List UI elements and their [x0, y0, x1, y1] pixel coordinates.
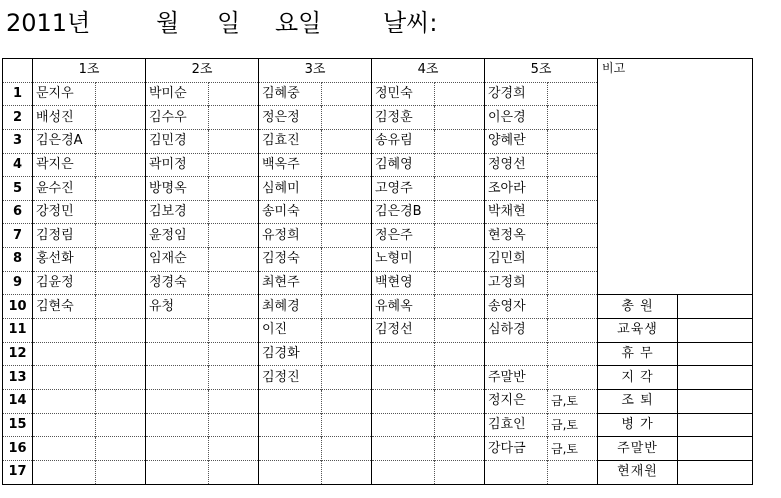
- title-weather: 날씨:: [383, 9, 438, 37]
- member-name: 박미순: [146, 82, 209, 106]
- table-row: [3, 460, 753, 484]
- summary-value[interactable]: [678, 319, 753, 343]
- member-name: 강정민: [33, 200, 96, 224]
- summary-value[interactable]: [678, 342, 753, 366]
- member-name: 정은주: [372, 224, 435, 248]
- member-name: 김은경A: [33, 129, 96, 153]
- member-name: 김경화: [259, 342, 322, 366]
- row-number: 5: [3, 177, 33, 201]
- weekend-member-days: 금,토: [548, 413, 598, 437]
- header-corner: [3, 59, 33, 83]
- member-name: 김수우: [146, 106, 209, 130]
- member-name: 최현주: [259, 271, 322, 295]
- member-name: 유혜옥: [372, 295, 435, 319]
- member-name: 정은정: [259, 106, 322, 130]
- weekend-member-name: 강다금: [485, 437, 548, 461]
- summary-label: 현재원: [598, 460, 678, 484]
- member-name: 김정림: [33, 224, 96, 248]
- row-number: 10: [3, 295, 33, 319]
- row-number: 2: [3, 106, 33, 130]
- table-row: [3, 319, 753, 343]
- member-name: 김정선: [372, 319, 435, 343]
- table-row: [3, 366, 753, 390]
- member-name: 이진: [259, 319, 322, 343]
- row-number: 3: [3, 129, 33, 153]
- member-name: 정영선: [485, 153, 548, 177]
- member-name: 김혜영: [372, 153, 435, 177]
- member-name: 송미숙: [259, 200, 322, 224]
- summary-label: 총 원: [598, 295, 678, 319]
- member-name: 임재순: [146, 248, 209, 272]
- weekend-member-name: 김효인: [485, 413, 548, 437]
- member-name: 곽지은: [33, 153, 96, 177]
- table-row: [3, 437, 753, 461]
- member-name: 김효진: [259, 129, 322, 153]
- summary-value[interactable]: [678, 460, 753, 484]
- weekend-label: 주말반: [485, 366, 548, 390]
- summary-label: 조 퇴: [598, 389, 678, 413]
- row-number: 7: [3, 224, 33, 248]
- summary-label: 병 가: [598, 413, 678, 437]
- member-name: 백옥주: [259, 153, 322, 177]
- sheet-title: [0, 0, 781, 50]
- member-name: 곽미정: [146, 153, 209, 177]
- member-name: 김정훈: [372, 106, 435, 130]
- summary-label: 지 각: [598, 366, 678, 390]
- table-row: [3, 295, 753, 319]
- summary-label: 교육생: [598, 319, 678, 343]
- member-name: 김민희: [485, 248, 548, 272]
- weekend-member-days: 금,토: [548, 437, 598, 461]
- row-number: 12: [3, 342, 33, 366]
- row-number: 11: [3, 319, 33, 343]
- member-name: 양혜란: [485, 129, 548, 153]
- attendance-sheet: [2, 58, 753, 485]
- row-number: 17: [3, 460, 33, 484]
- group-3-header: 3조: [259, 59, 372, 83]
- title-day: 일: [217, 9, 241, 37]
- summary-label: 주말반: [598, 437, 678, 461]
- summary-value[interactable]: [678, 295, 753, 319]
- member-name: 김정진: [259, 366, 322, 390]
- header-row: [3, 59, 753, 83]
- table-row: [3, 389, 753, 413]
- row-number: 15: [3, 413, 33, 437]
- weekend-member-days: 금,토: [548, 389, 598, 413]
- member-name: 심혜미: [259, 177, 322, 201]
- member-name: 홍선화: [33, 248, 96, 272]
- member-name: 고영주: [372, 177, 435, 201]
- member-name: 김혜중: [259, 82, 322, 106]
- member-name: 백현영: [372, 271, 435, 295]
- notes-cell: 비고: [598, 59, 753, 295]
- member-name: 정민숙: [372, 82, 435, 106]
- summary-value[interactable]: [678, 389, 753, 413]
- member-name: 이은경: [485, 106, 548, 130]
- member-name: 윤수진: [33, 177, 96, 201]
- member-name: 현정옥: [485, 224, 548, 248]
- member-name: 배성진: [33, 106, 96, 130]
- member-name: 김은경B: [372, 200, 435, 224]
- member-name: 고정희: [485, 271, 548, 295]
- row-number: 9: [3, 271, 33, 295]
- summary-label: 휴 무: [598, 342, 678, 366]
- member-name: 송유림: [372, 129, 435, 153]
- title-weekday: 요일: [275, 9, 322, 37]
- member-name: 김윤정: [33, 271, 96, 295]
- row-number: 14: [3, 389, 33, 413]
- member-name: 김정숙: [259, 248, 322, 272]
- row-number: 16: [3, 437, 33, 461]
- title-year: 2011년: [6, 9, 91, 37]
- row-number: 1: [3, 82, 33, 106]
- row-number: 6: [3, 200, 33, 224]
- member-name: 유정희: [259, 224, 322, 248]
- member-name: 유청: [146, 295, 209, 319]
- summary-value[interactable]: [678, 366, 753, 390]
- member-name: 심하경: [485, 319, 548, 343]
- title-month: 월: [156, 9, 180, 37]
- member-name: 김민경: [146, 129, 209, 153]
- member-name: 최혜경: [259, 295, 322, 319]
- member-name: 노형미: [372, 248, 435, 272]
- row-number: 4: [3, 153, 33, 177]
- weekend-member-name: 정지은: [485, 389, 548, 413]
- row-number: 8: [3, 248, 33, 272]
- summary-value[interactable]: [678, 437, 753, 461]
- table-row: [3, 342, 753, 366]
- member-name: 문지우: [33, 82, 96, 106]
- member-name: 송영자: [485, 295, 548, 319]
- group-4-header: 4조: [372, 59, 485, 83]
- member-name: 윤정임: [146, 224, 209, 248]
- member-name: 김보경: [146, 200, 209, 224]
- group-1-header: 1조: [33, 59, 146, 83]
- member-name: 박채현: [485, 200, 548, 224]
- member-name: 조아라: [485, 177, 548, 201]
- member-name: 김현숙: [33, 295, 96, 319]
- group-2-header: 2조: [146, 59, 259, 83]
- table-row: [3, 413, 753, 437]
- group-5-header: 5조: [485, 59, 598, 83]
- member-name: 강경희: [485, 82, 548, 106]
- member-name: 방명옥: [146, 177, 209, 201]
- member-name: 정경숙: [146, 271, 209, 295]
- summary-value[interactable]: [678, 413, 753, 437]
- row-number: 13: [3, 366, 33, 390]
